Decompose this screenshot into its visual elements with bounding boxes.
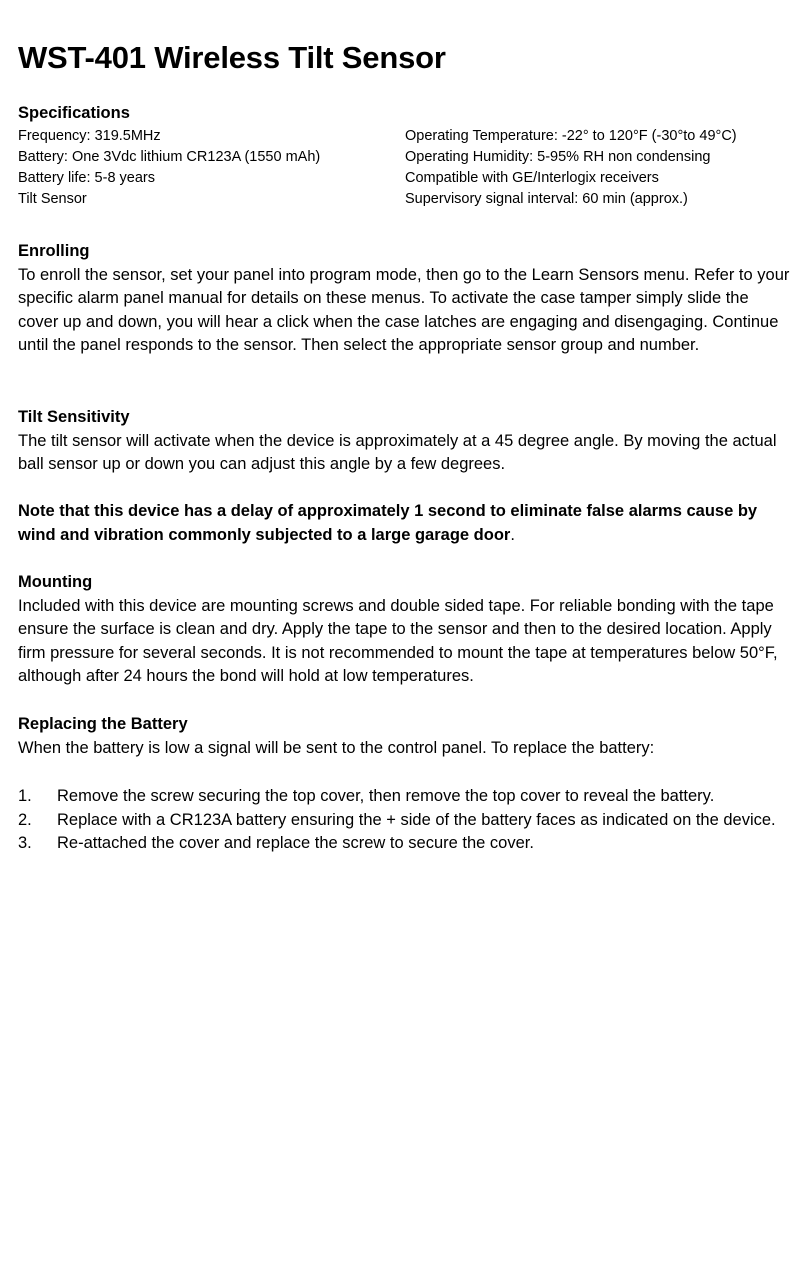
list-item <box>18 809 790 833</box>
battery-steps-section <box>18 785 790 856</box>
step-number: 2. <box>18 810 32 829</box>
note-paragraph <box>18 500 790 547</box>
tilt-sensitivity-section <box>18 406 790 477</box>
spec-frequency: Frequency: 319.5MHz <box>18 127 161 144</box>
battery-steps-list <box>18 785 790 856</box>
spec-sensor-type: Tilt Sensor <box>18 190 87 207</box>
list-item <box>18 832 790 856</box>
step-number: 3. <box>18 834 32 852</box>
enrolling-text: To enroll the sensor, set your panel into program mode, then go to the Learn Sensors menu. Refer to your specific alarm panel manual for details on these menus. To activate the case tamper simply slide the cover up and down, you will hear a click when the case latches are engaging and disengaging. Continue until the panel responds to the sensor. Then select the appropriate sensor group and number. <box>18 265 790 354</box>
step-text: Replace with a CR123A battery ensuring the + side of the battery faces as indicated on the device. <box>57 810 776 829</box>
list-item <box>18 785 790 809</box>
spec-operating-temperature: Operating Temperature: -22° to 120°F (-30°to 49°C) <box>405 127 737 144</box>
specifications-heading: Specifications <box>18 104 130 122</box>
specifications-section <box>18 102 790 210</box>
tilt-sensitivity-heading: Tilt Sensitivity <box>18 408 130 426</box>
note-section <box>18 500 790 547</box>
spec-operating-humidity: Operating Humidity: 5-95% RH non condensing <box>405 148 711 165</box>
specifications-right-column <box>405 126 790 210</box>
step-text: Re-attached the cover and replace the screw to secure the cover. <box>57 834 534 852</box>
mounting-heading: Mounting <box>18 573 93 591</box>
tilt-sensitivity-text: The tilt sensor will activate when the device is approximately at a 45 degree angle. By moving the actual ball sensor up or down you can adjust this angle by a few degrees. <box>18 431 777 473</box>
enrolling-heading: Enrolling <box>18 242 90 260</box>
step-number: 1. <box>18 787 32 805</box>
note-trailing: . <box>510 525 515 544</box>
spec-compatibility: Compatible with GE/Interlogix receivers <box>405 169 659 186</box>
spec-battery: Battery: One 3Vdc lithium CR123A (1550 mAh) <box>18 148 321 165</box>
note-text: Note that this device has a delay of approximately 1 second to eliminate false alarms cause by wind and vibration commonly subjected to a large garage door <box>18 502 758 544</box>
battery-heading: Replacing the Battery <box>18 715 188 733</box>
step-text: Remove the screw securing the top cover, then remove the top cover to reveal the battery. <box>57 787 715 805</box>
battery-intro: When the battery is low a signal will be sent to the control panel. To replace the battery: <box>18 738 655 757</box>
spec-battery-life: Battery life: 5-8 years <box>18 169 155 186</box>
battery-section <box>18 713 790 760</box>
specifications-columns <box>18 126 790 210</box>
mounting-text: Included with this device are mounting screws and double sided tape. For reliable bonding with the tape ensure the surface is clean and dry. Apply the tape to the sensor and then to the desired location. Apply firm pressure for several seconds. It is not recommended to mount the tape at temperatures below 50°F, although after 24 hours the bond will hold at low temperatures. <box>18 596 778 685</box>
specifications-left-column <box>18 126 405 210</box>
document-title: WST-401 Wireless Tilt Sensor <box>18 40 446 75</box>
mounting-section <box>18 571 790 689</box>
enrolling-section <box>18 240 790 358</box>
spec-supervisory-interval: Supervisory signal interval: 60 min (approx.) <box>405 190 688 207</box>
